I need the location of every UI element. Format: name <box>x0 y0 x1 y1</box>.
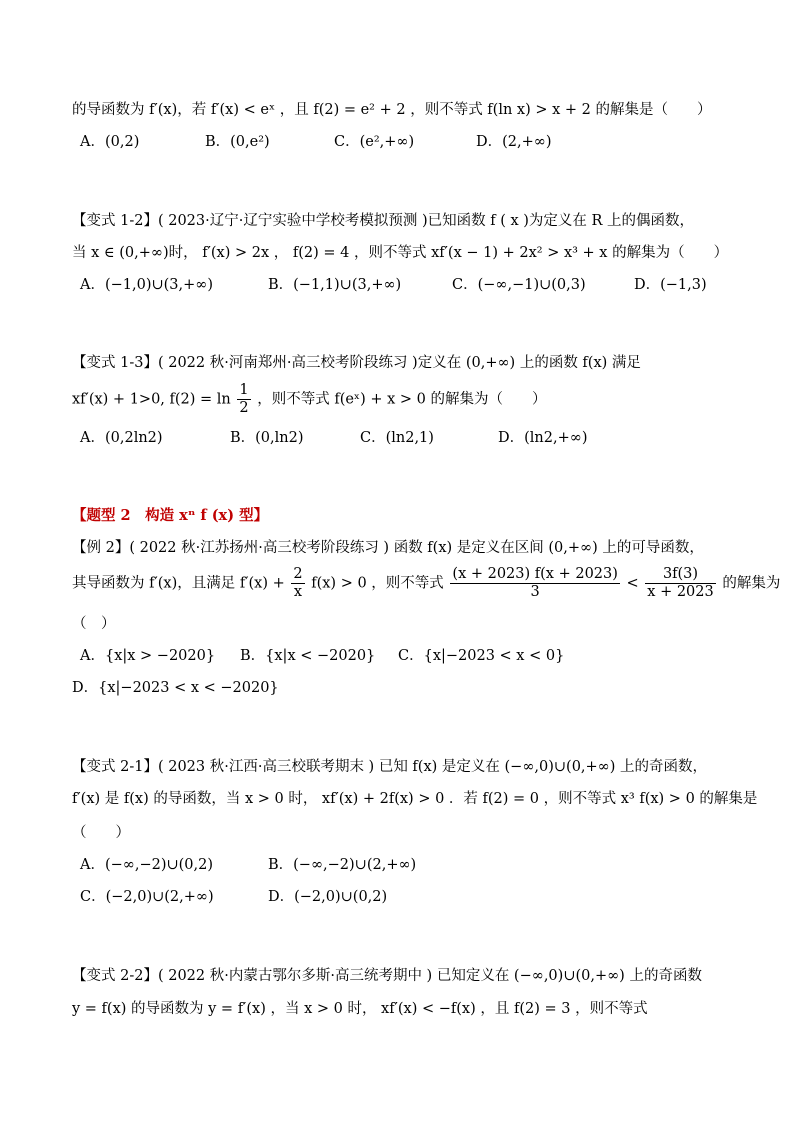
stem-text: ，则不等式 f(eˣ) + x > 0 的解集为（ ） <box>257 391 547 408</box>
option-d: D．(ln2,+∞) <box>498 430 588 446</box>
stem-text: f(x) > 0 ，则不等式 <box>311 575 444 592</box>
option-d: D．(−2,0)∪(0,2) <box>268 889 388 905</box>
question-stem-line <box>72 566 780 601</box>
option-a: A．(−1,0)∪(3,+∞) <box>80 277 214 293</box>
option-d: D．(2,+∞) <box>476 134 552 150</box>
option-b: B．(0,ln2) <box>230 430 304 446</box>
question-stem-line: 当 x ∈ (0,+∞)时， f′(x) > 2x ， f(2) = 4 ，则不等式 xf′(x − 1) + 2x² > x³ + x 的解集为（ ） <box>72 245 729 261</box>
fraction-denominator: x <box>293 584 303 600</box>
section-heading: 【题型 2 构造 xⁿ f (x) 型】 <box>72 507 269 524</box>
option-c: C．(e²,+∞) <box>334 134 415 150</box>
fraction-numerator: (x + 2023) f(x + 2023) <box>452 566 618 582</box>
option-a: A．(0,2ln2) <box>80 430 163 446</box>
fraction-2-over-x <box>291 566 304 601</box>
option-b: B．(−∞,−2)∪(2,+∞) <box>268 857 417 873</box>
option-c: C．{x|−2023 < x < 0} <box>398 648 565 664</box>
option-a: A．(−∞,−2)∪(0,2) <box>80 857 214 873</box>
option-b: B．{x|x < −2020} <box>240 648 376 664</box>
question-title-line: 【变式 2-2】( 2022 秋·内蒙古鄂尔多斯·高三统考期中 ) 已知定义在 (−∞,0)∪(0,+∞) 上的奇函数 <box>72 968 702 984</box>
fraction-left-side <box>450 566 620 601</box>
question-title-line: 【变式 1-3】( 2022 秋·河南郑州·高三校考阶段练习 )定义在 (0,+∞) 上的函数 f(x) 满足 <box>72 355 641 371</box>
fraction-denominator: x + 2023 <box>647 584 714 600</box>
answer-blank: （ ） <box>72 616 116 632</box>
question-stem-line: y = f(x) 的导函数为 y = f′(x) ，当 x > 0 时， xf′(x) < −f(x) ，且 f(2) = 3 ，则不等式 <box>72 1001 648 1017</box>
option-b: B．(0,e²) <box>205 134 270 150</box>
less-than-sign: < <box>626 575 639 592</box>
option-c: C．(−∞,−1)∪(0,3) <box>452 277 586 293</box>
answer-blank: （ ） <box>72 825 130 841</box>
question-title-line: 【变式 1-2】( 2023·辽宁·辽宁实验中学校考模拟预测 )已知函数 f ( x )为定义在 R 上的偶函数， <box>72 213 695 229</box>
fraction-denominator: 2 <box>239 400 249 416</box>
fraction-right-side <box>645 566 715 601</box>
fraction-numerator: 3f(3) <box>645 566 715 584</box>
question-stem-line <box>72 382 546 417</box>
stem-text: 的解集为 <box>722 575 781 592</box>
option-d: D．(−1,3) <box>634 277 707 293</box>
fraction-denominator: 3 <box>530 584 540 600</box>
question-title-line: 【变式 2-1】( 2023 秋·江西·高三校联考期末 ) 已知 f(x) 是定义在 (−∞,0)∪(0,+∞) 上的奇函数， <box>72 759 708 775</box>
question-title-line: 【例 2】( 2022 秋·江苏扬州·高三校考阶段练习 ) 函数 f(x) 是定义在区间 (0,+∞) 上的可导函数， <box>72 540 704 556</box>
option-d: D．{x|−2023 < x < −2020} <box>72 680 279 696</box>
stem-text: 其导函数为 f′(x)，且满足 f′(x) + <box>72 575 285 592</box>
option-a: A．{x|x > −2020} <box>80 648 216 664</box>
fraction-numerator: 1 <box>239 382 249 398</box>
question-stem-line: 的导函数为 f′(x)，若 f′(x) < eˣ ，且 f(2) = e² + 2 ，则不等式 f(ln x) > x + 2 的解集是（ ） <box>72 102 712 118</box>
stem-text: xf′(x) + 1>0, f(2) = ln <box>72 391 231 408</box>
option-c: C．(ln2,1) <box>360 430 434 446</box>
fraction-one-half <box>237 382 250 417</box>
option-b: B．(−1,1)∪(3,+∞) <box>268 277 402 293</box>
question-stem-line: f′(x) 是 f(x) 的导函数，当 x > 0 时， xf′(x) + 2f(x) > 0 ．若 f(2) = 0 ，则不等式 x³ f(x) > 0 的解集是 <box>72 791 758 807</box>
option-a: A．(0,2) <box>80 134 140 150</box>
fraction-numerator: 2 <box>293 566 303 582</box>
option-c: C．(−2,0)∪(2,+∞) <box>80 889 214 905</box>
